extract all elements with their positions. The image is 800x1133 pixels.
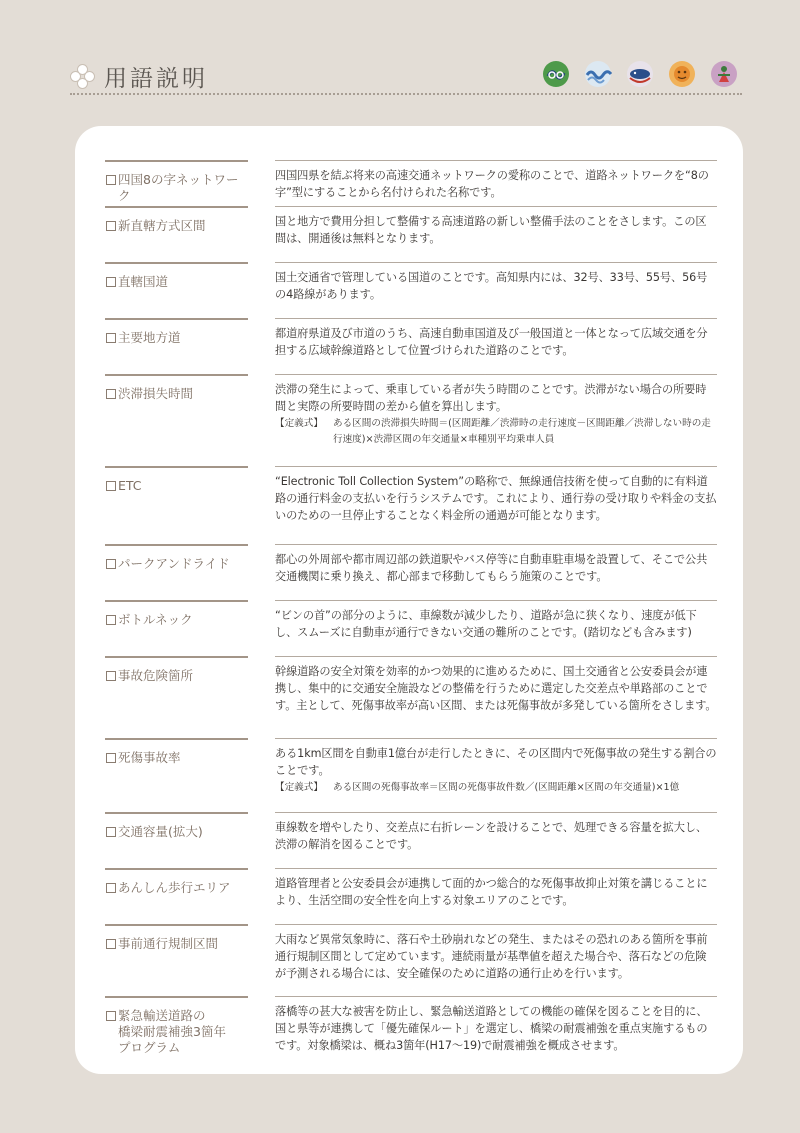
checkbox-icon (106, 883, 116, 893)
term-text: 直轄国道 (118, 274, 169, 289)
term-label (106, 478, 248, 494)
term-cell (105, 812, 248, 868)
term-description: 大雨など異常気象時に、落石や土砂崩れなどの発生、またはその恐れのある箇所を事前通行規制区間として定めています。連続雨量が基準値を超えた場合や、落石などの危険が予測される場合には、安全確保のために道路の通行止めを行います。 (275, 933, 708, 980)
formula-label: 【定義式】 (275, 418, 323, 429)
term-cell (105, 868, 248, 924)
term-description: 都道府県道及び市道のうち、高速自動車国道及び一般国道と一体となって広域交通を分担する広域幹線道路として位置づけられた道路のことです。 (275, 327, 708, 357)
term-label (106, 824, 248, 840)
description-cell (275, 656, 717, 738)
formula-label: 【定義式】 (275, 782, 323, 793)
checkbox-icon (106, 481, 116, 491)
checkbox-icon (106, 277, 116, 287)
formula-text: ある区間の渋滞損失時間＝(区間距離／渋滞時の走行速度－区間距離／渋滞しない時の走行速度)×渋滞区間の年交通量×車種別平均乗車人員 (333, 418, 711, 445)
term-cell (105, 600, 248, 656)
purple-figure-logo-icon (710, 60, 738, 88)
term-text: 事前通行規制区間 (118, 936, 219, 951)
description-cell (275, 206, 717, 262)
term-label (106, 668, 248, 684)
checkbox-icon (106, 333, 116, 343)
checkbox-icon (106, 615, 116, 625)
orange-face-logo-icon (668, 60, 696, 88)
term-description: 道路管理者と公安委員会が連携して面的かつ総合的な死傷事故抑止対策を講じることにより、生活空間の安全性を向上する対象エリアのことです。 (275, 877, 708, 907)
term-description: 国土交通省で管理している国道のことです。高知県内には、32号、33号、55号、56号の4路線があります。 (275, 271, 708, 301)
term-cell (105, 374, 248, 466)
term-cell (105, 544, 248, 600)
blue-wave-logo-icon (584, 60, 612, 88)
checkbox-icon (106, 939, 116, 949)
description-cell (275, 996, 717, 1086)
term-cell (105, 656, 248, 738)
checkbox-icon (106, 753, 116, 763)
glossary-card (75, 126, 743, 1074)
clover-icon (70, 64, 96, 90)
term-text: ボトルネック (118, 612, 193, 627)
logo-group (542, 60, 738, 88)
term-description: 車線数を増やしたり、交差点に右折レーンを設けることで、処理できる容量を拡大し、渋滞の解消を図ることです。 (275, 821, 707, 851)
term-cell (105, 262, 248, 318)
term-label (106, 750, 248, 766)
term-label (106, 936, 248, 952)
description-cell (275, 600, 717, 656)
checkbox-icon (106, 559, 116, 569)
description-cell (275, 544, 717, 600)
term-text: ETC (118, 478, 142, 493)
green-circle-logo-icon (542, 60, 570, 88)
glossary-row (105, 738, 717, 812)
term-text: 緊急輸送道路の 橋梁耐震補強3箇年 プログラム (118, 1008, 226, 1055)
term-cell (105, 924, 248, 996)
term-label (106, 172, 248, 204)
term-label (106, 612, 248, 628)
description-cell (275, 466, 717, 544)
term-text: あんしん歩行エリア (118, 880, 231, 895)
term-description: “ビンの首”の部分のように、車線数が減少したり、道路が急に狭くなり、速度が低下し、スムーズに自動車が通行できない交通の難所のことです。(踏切なども含みます) (275, 609, 697, 639)
glossary-row (105, 868, 717, 924)
glossary-row (105, 466, 717, 544)
term-description: 国と地方で費用分担して整備する高速道路の新しい整備手法のことをさします。この区間は、開通後は無料となります。 (275, 215, 707, 245)
term-text: 新直轄方式区間 (118, 218, 206, 233)
glossary-list (105, 160, 717, 1086)
checkbox-icon (106, 827, 116, 837)
term-label (106, 218, 248, 234)
checkbox-icon (106, 175, 116, 185)
description-cell (275, 318, 717, 374)
glossary-row (105, 544, 717, 600)
term-label (106, 1008, 248, 1056)
term-text: 交通容量(拡大) (118, 824, 203, 839)
term-cell (105, 160, 248, 206)
term-cell (105, 738, 248, 812)
term-label (106, 556, 248, 572)
glossary-row (105, 996, 717, 1086)
glossary-row (105, 160, 717, 206)
glossary-row (105, 262, 717, 318)
term-cell (105, 996, 248, 1086)
description-cell (275, 812, 717, 868)
glossary-row (105, 812, 717, 868)
term-text: 主要地方道 (118, 330, 181, 345)
description-cell (275, 738, 717, 812)
term-text: 渋滞損失時間 (118, 386, 194, 401)
term-text: 四国8の字ネットワーク (118, 172, 239, 203)
glossary-row (105, 656, 717, 738)
description-cell (275, 160, 717, 206)
term-description: 四国四県を結ぶ将来の高速交通ネットワークの愛称のことで、道路ネットワークを“8の字”型にすることから名付けられた名称です。 (275, 169, 709, 199)
glossary-row (105, 318, 717, 374)
term-text: パークアンドライド (118, 556, 230, 571)
description-cell (275, 924, 717, 996)
title-group (70, 60, 208, 93)
checkbox-icon (106, 389, 116, 399)
formula-text: ある区間の死傷事故率＝区間の死傷事故件数／(区間距離×区間の年交通量)×1億 (333, 782, 680, 793)
glossary-row (105, 600, 717, 656)
term-description: 幹線道路の安全対策を効率的かつ効果的に進めるために、国土交通省と公安委員会が連携し、集中的に交通安全施設などの整備を行うために選定した交差点や単路部のことです。主として、死傷事故率が高い区間、または死傷事故が多発している箇所をさします。 (275, 665, 717, 712)
term-label (106, 330, 248, 346)
checkbox-icon (106, 671, 116, 681)
whale-logo-icon (626, 60, 654, 88)
description-cell (275, 262, 717, 318)
header-dotted-rule (70, 93, 742, 95)
page-title: 用語説明 (104, 66, 208, 92)
term-description: ある1km区間を自動車1億台が走行したときに、その区間内で死傷事故の発生する割合のことです。 (275, 747, 717, 777)
glossary-row (105, 924, 717, 996)
term-description: 落橋等の甚大な被害を防止し、緊急輸送道路としての機能の確保を図ることを目的に、国と県等が連携して「優先確保ルート」を選定し、橋梁の耐震補強を重点実施するものです。対象橋梁は、概ね3箇年(H17〜19)で耐震補強を概成させます。 (275, 1005, 708, 1052)
description-cell (275, 868, 717, 924)
term-label (106, 880, 248, 896)
checkbox-icon (106, 1011, 116, 1021)
term-cell (105, 318, 248, 374)
page-header (70, 52, 742, 96)
term-cell (105, 206, 248, 262)
glossary-row (105, 206, 717, 262)
description-cell (275, 374, 717, 466)
term-label (106, 274, 248, 290)
term-description: 都心の外周部や都市周辺部の鉄道駅やバス停等に自動車駐車場を設置して、そこで公共交通機関に乗り換え、都心部まで移動してもらう施策のことです。 (275, 553, 708, 583)
checkbox-icon (106, 221, 116, 231)
term-text: 事故危険箇所 (118, 668, 194, 683)
term-description: “Electronic Toll Collection System”の略称で、無線通信技術を使って自動的に有料道路の通行料金の支払いを行うシステムです。これにより、通行券の受け取りや料金の支払いのための一旦停止することなく料金所の通過が可能となります。 (275, 475, 717, 522)
term-label (106, 386, 248, 402)
term-description: 渋滞の発生によって、乗車している者が失う時間のことです。渋滞がない場合の所要時間と実際の所要時間の差から値を算出します。 (275, 383, 707, 413)
definition-formula (275, 416, 717, 448)
glossary-row (105, 374, 717, 466)
term-cell (105, 466, 248, 544)
term-text: 死傷事故率 (118, 750, 181, 765)
definition-formula (275, 780, 717, 796)
